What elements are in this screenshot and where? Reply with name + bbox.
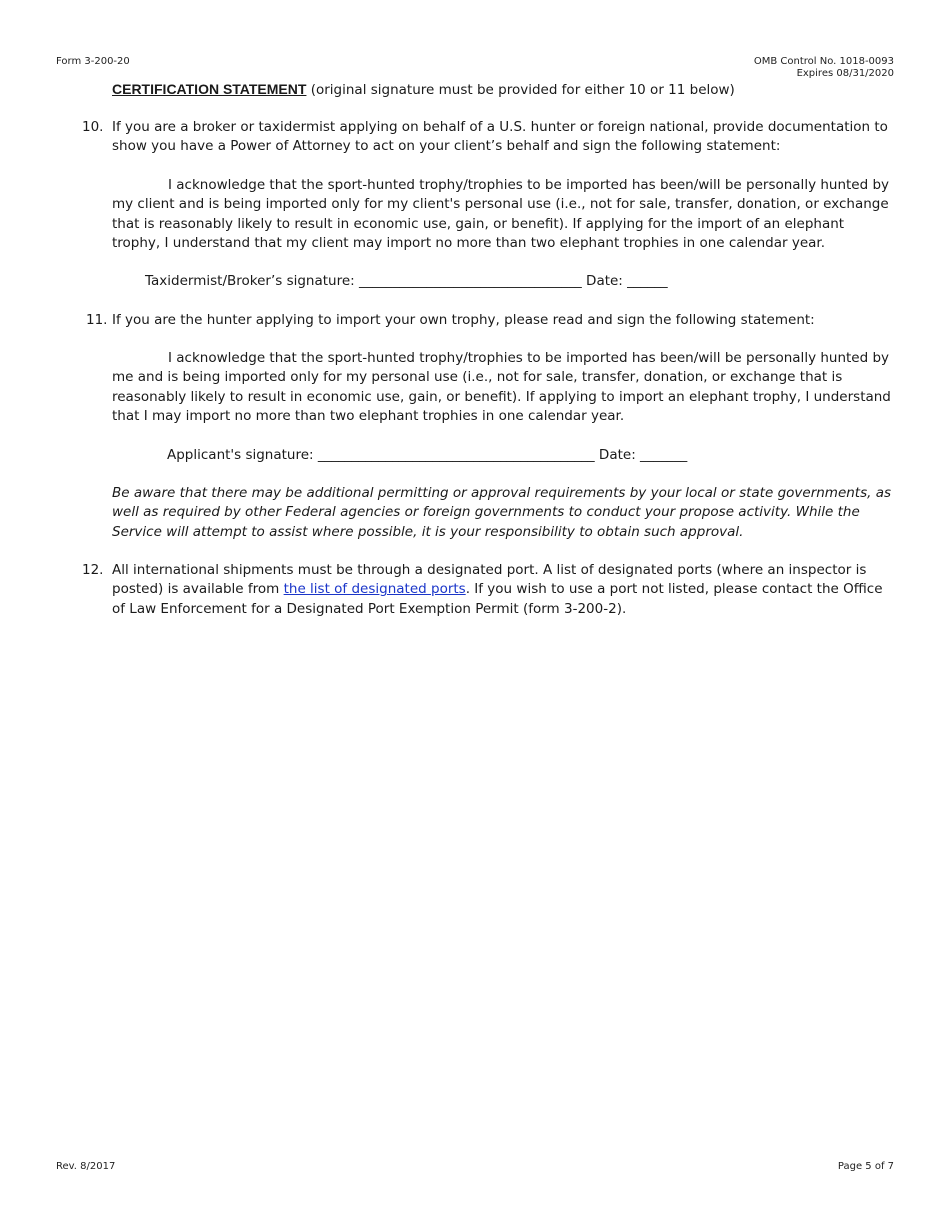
- item-10: [80, 118, 892, 157]
- item-10-statement: I acknowledge that the sport-hunted trophy/trophies to be imported has been/will be personally hunted by my client and is being imported only for my client's personal use (i.e., not for sale, transfer, donation, or exchange that is reasonably likely to result in economic use, gain, or benefit). If applying for the import of an elephant trophy, I understand that my client may import no more than two elephant trophies in one calendar year.: [112, 177, 890, 252]
- certification-subtitle: (original signature must be provided for either 10 or 11 below): [306, 82, 735, 98]
- item-12-text: [112, 561, 892, 619]
- item-11-intro: If you are the hunter applying to import your own trophy, please read and sign the following statement:: [112, 312, 815, 328]
- broker-signature-line: Taxidermist/Broker’s signature: _________________________________ Date: ______: [145, 273, 668, 289]
- item-12-text-before: All international shipments must be through a designated port. A list of designated ports (where an inspector is posted) is available from: [112, 562, 867, 598]
- form-number: Form 3-200-20: [56, 56, 130, 67]
- omb-control-number: OMB Control No. 1018-0093: [753, 56, 894, 67]
- item-number: 11.: [86, 312, 108, 328]
- certification-heading: [112, 80, 735, 100]
- item-10-statement-block: [80, 176, 892, 254]
- item-11: [80, 311, 892, 330]
- item-10-intro: If you are a broker or taxidermist applying on behalf of a U.S. hunter or foreign national, provide documentation to show you have a Power of Attorney to act on your client’s behalf and sign the following statement:: [112, 119, 888, 155]
- item-11-statement: I acknowledge that the sport-hunted trophy/trophies to be imported has been/will be personally hunted by me and is being imported only for my personal use (i.e., not for sale, transfer, donation, or exchange that is reasonably likely to result in economic use, gain, or benefit). If applying to import an elephant trophy, I understand that I may import no more than two elephant trophies in one calendar year.: [112, 350, 891, 425]
- approval-notice: Be aware that there may be additional permitting or approval requirements by your local or state governments, as well as required by other Federal agencies or foreign governments to conduct your propose activity. While the Service will attempt to assist where possible, it is your responsibility to obtain such approval.: [112, 485, 892, 540]
- designated-ports-link[interactable]: the list of designated ports: [283, 581, 466, 598]
- notice-block: [80, 484, 892, 542]
- expiration-date: Expires 08/31/2020: [796, 68, 894, 79]
- page-number: Page 5 of 7: [837, 1161, 894, 1172]
- item-12: [80, 561, 892, 619]
- item-number: 12.: [82, 562, 104, 578]
- item-12-text-after: . If you wish to use a port not listed, please contact the Office of Law Enforcement for a Designated Port Exemption Permit (form 3-200-2).: [112, 581, 883, 617]
- item-number: 10.: [82, 119, 104, 135]
- revision-date: Rev. 8/2017: [56, 1161, 116, 1172]
- omb-info: [754, 56, 894, 80]
- item-11-statement-block: [80, 349, 892, 427]
- applicant-signature-line: Applicant's signature: _________________________________________ Date: _______: [167, 447, 688, 463]
- certification-title: CERTIFICATION STATEMENT: [112, 81, 307, 97]
